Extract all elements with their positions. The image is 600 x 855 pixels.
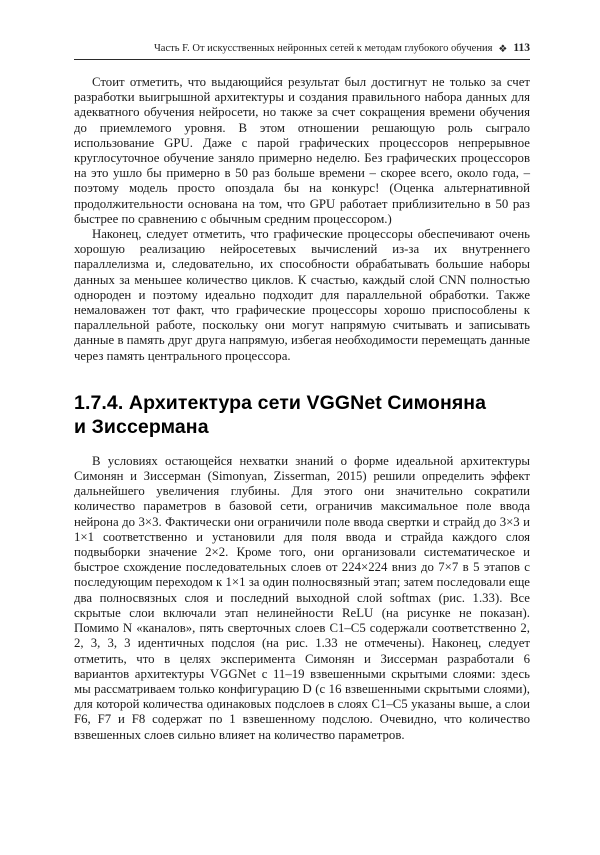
header-divider [74,59,530,60]
running-header [74,42,530,54]
running-title: Часть F. От искусственных нейронных сетей к методам глубокого обучения [153,43,493,54]
diamond-icon: ❖ [498,43,508,55]
section-heading-line2: и Зиссермана [74,415,209,438]
paragraph-vggnet: В условиях остающейся нехватки знаний о форме идеальной архитектуры Симонян и Зиссерман (Simonyan, Zisserman, 2015) решили определить эффект дальнейшего увеличения глубины. Для этого они значительно сократили количество параметров в базовой сети, ограничив максимальное поле ввода нейрона до 3×3. Фактически они ограничили поле ввода свертки и страйд до 3×3 и 1×1 соответственно и установили для поля ввода и страйда каждого слоя подвыборки значение 2×2. Кроме того, они организовали систематическое и быстрое схождение последовательных слоев от 224×224 вниз до 7×7 в 5 этапов с последующим переходом к 1×1 за один полносвязный этап; затем последовали еще два полносвязных слоя и последний выходной слой softmax (рис. 1.33). Все скрытые слои включали этап нелинейности ReLU (на рисунке не показан). Помимо N «каналов», пять сверточных слоев C1–C5 содержали соответственно 2, 2, 3, 3, 3 идентичных подслоя (на рис. 1.33 не отмечены). Наконец, следует отметить, что в целях эксперимента Симонян и Зиссерман разработали 6 вариантов архитектуры VGGNet с 11–19 взвешенными скрытыми слоями: здесь мы рассматриваем только конфигурацию D (с 16 взвешенными скрытыми слоями), для которой количества одинаковых подслоев в слоях C1–C5 указаны выше, а слои F6, F7 и F8 содержат по 1 взвешенному подслою. Очевидно, что количество взвешенных слоев сильно влияет на количество параметров. [74,453,530,742]
paragraph-gpu-result: Стоит отметить, что выдающийся результат был достигнут не только за счет разработки выигрышной архитектуры и создания правильного набора данных для адекватного обучения нейросети, но также за счет сокращения времени обучения до приемлемого уровня. В этом отношении решающую роль сыграло использование GPU. Даже с парой графических процессоров непрерывное круглосуточное обучение заняло примерно неделю. Без графических процессоров на это ушло бы примерно в 50 раз больше времени – скорее всего, около года, – поэтому модель просто опоздала бы на конкурс! (Оценка альтернативной продолжительности основана на том, что GPU работает приблизительно в 50 раз быстрее по сравнению с обычным средним процессором.) [74,75,530,226]
section-heading [74,391,530,439]
page-number: 113 [513,42,530,54]
section-heading-line1: 1.7.4. Архитектура сети VGGNet Симоняна [74,391,487,414]
paragraph-gpu-parallelism: Наконец, следует отметить, что графические процессоры обеспечивают очень хорошую реализацию нейросетевых вычислений из-за их внутреннего параллелизма и, следовательно, их способности обрабатывать большие наборы данных за меньшее количество циклов. К счастью, каждый слой CNN полностью однороден и поэтому идеально подходит для параллельной обработки. Также немаловажен тот факт, что графические процессоры хорошо приспособлены к параллельной работе, поскольку они могут напрямую считывать и записывать данные в память друг друга напрямую, избегая необходимости перемещать данные через память центрального процессора. [74,227,530,363]
